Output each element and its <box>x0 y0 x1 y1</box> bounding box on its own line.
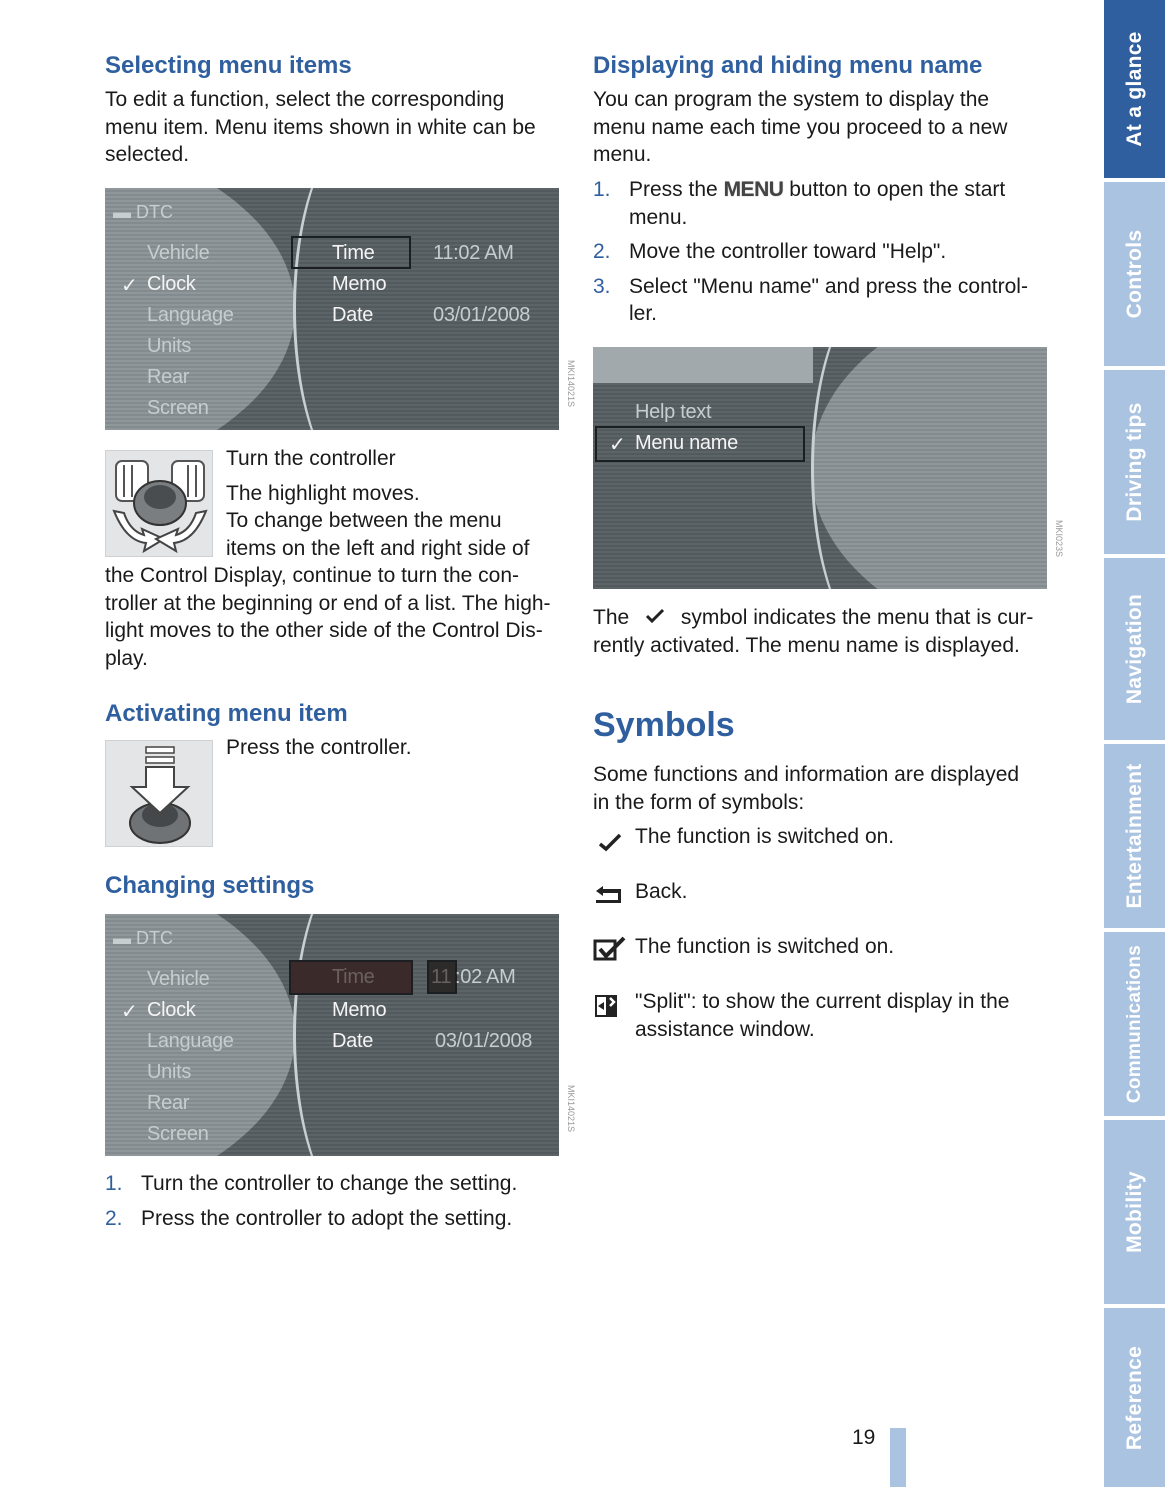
menu-item-units: Units <box>147 335 192 357</box>
menu-item-language: Language <box>147 1030 234 1052</box>
heading-symbols: Symbols <box>593 706 735 744</box>
text-line: To change between the menu <box>226 509 502 532</box>
menu-button-icon: MENU <box>723 178 784 201</box>
controller-press-image <box>105 740 213 847</box>
list-item <box>105 1205 565 1233</box>
list-item <box>593 176 1063 231</box>
menu-item-vehicle: Vehicle <box>147 242 210 264</box>
page-number-bar <box>890 1428 906 1487</box>
control-display-screenshot-help <box>593 347 1047 589</box>
tab-reference[interactable] <box>1104 1308 1165 1487</box>
tab-label: Driving tips <box>1122 402 1146 522</box>
text-line: The highlight moves. <box>226 481 420 505</box>
text-line: light moves to the other side of the Control Dis- <box>105 619 543 642</box>
heading-displaying-hiding-menu-name: Displaying and hiding menu name <box>593 52 983 79</box>
controller-press-icon <box>106 741 213 847</box>
heading-activating-menu-item: Activating menu item <box>105 700 348 727</box>
menu-item-language: Language <box>147 304 234 326</box>
text-line: in the form of symbols: <box>593 790 805 814</box>
menu-item-menu-name: Menu name <box>635 432 738 454</box>
list-text: Press the controller to adopt the setting. <box>141 1206 513 1230</box>
selecting-intro <box>105 86 565 169</box>
tab-navigation[interactable] <box>1104 558 1165 740</box>
list-number: 1. <box>593 178 611 201</box>
menu-item-vehicle: Vehicle <box>147 968 210 990</box>
symbol-note <box>593 604 1063 659</box>
text-line: You can program the system to display the <box>593 88 990 111</box>
menu-item-screen: Screen <box>147 397 209 419</box>
menu-item-date: Date <box>332 304 374 326</box>
text-line: troller at the beginning or end of a list. The high- <box>105 591 551 615</box>
list-item <box>105 1170 565 1198</box>
text-line: menu name each time you proceed to a new <box>593 115 1008 139</box>
tab-communications[interactable] <box>1104 932 1165 1116</box>
controller-turn-image <box>105 450 213 557</box>
tab-controls[interactable] <box>1104 182 1165 366</box>
symbol-description: Back. <box>635 880 688 903</box>
text-line: The symbol indicates the menu that is cur- <box>593 606 1034 629</box>
tab-label: At a glance <box>1122 31 1146 147</box>
tab-label: Reference <box>1122 1345 1146 1450</box>
check-mark: ✓ <box>121 1001 138 1023</box>
chapter-tabs <box>1104 0 1165 1487</box>
heading-selecting-menu-items: Selecting menu items <box>105 52 352 79</box>
date-value: 03/01/2008 <box>435 1030 533 1052</box>
back-icon <box>593 884 625 908</box>
page-number: 19 <box>852 1426 876 1449</box>
tab-label: Controls <box>1122 229 1146 319</box>
turn-text <box>226 445 566 562</box>
menu-item-units: Units <box>147 1061 192 1083</box>
text-line: play. <box>105 646 148 670</box>
list-item <box>593 238 1063 266</box>
tab-entertainment[interactable] <box>1104 744 1165 928</box>
menu-item-rear: Rear <box>147 366 190 388</box>
changing-steps <box>105 1170 565 1239</box>
text-line: Some functions and information are displayed <box>593 763 1020 786</box>
menu-item-clock: Clock <box>147 999 196 1021</box>
list-text: Press the <box>629 178 718 201</box>
list-text: ler. <box>629 302 658 325</box>
tab-driving-tips[interactable] <box>1104 370 1165 554</box>
text-line: the Control Display, continue to turn the con- <box>105 564 520 587</box>
menu-item-rear: Rear <box>147 1092 190 1114</box>
image-code: MKI14021S <box>566 1085 576 1133</box>
list-item <box>593 273 1063 328</box>
text-line: To edit a function, select the corresponding <box>105 88 505 111</box>
displaying-intro <box>593 86 1053 169</box>
checkbox-checked-icon <box>593 936 627 962</box>
check-mark: ✓ <box>609 434 626 456</box>
time-value: 11:02 AM <box>433 242 514 264</box>
time-value-rest: :02 AM <box>455 966 516 988</box>
symbols-intro <box>593 761 1063 816</box>
time-value-hour: 11 <box>431 966 452 988</box>
text-line: rently activated. The menu name is displayed. <box>593 633 1020 657</box>
list-text: button to open the start <box>789 178 1006 201</box>
text-line: menu. <box>593 143 652 166</box>
list-number: 3. <box>593 274 611 298</box>
menu-item-time: Time <box>332 242 375 264</box>
symbol-description: The function is switched on. <box>635 935 895 958</box>
menu-item-screen: Screen <box>147 1123 209 1145</box>
list-text: menu. <box>629 205 688 229</box>
check-mark: ✓ <box>121 275 138 297</box>
text-line: Turn the controller <box>226 447 396 470</box>
display-header: ▬ DTC <box>113 928 174 948</box>
list-text: Select "Menu name" and press the control- <box>629 274 1028 298</box>
tab-at-a-glance[interactable] <box>1104 0 1165 178</box>
tab-label: Mobility <box>1122 1171 1146 1253</box>
tab-label: Communications <box>1123 944 1145 1104</box>
menu-item-memo: Memo <box>332 273 387 295</box>
control-display-screenshot-clock <box>105 188 559 430</box>
split-icon <box>594 994 620 1020</box>
display-top-bar <box>593 347 813 383</box>
list-text: Move the controller toward "Help". <box>629 240 947 263</box>
menu-item-clock: Clock <box>147 273 196 295</box>
date-value: 03/01/2008 <box>433 304 531 326</box>
symbol-description: The function is switched on. <box>635 825 895 848</box>
image-code: MKI14021S <box>566 360 576 408</box>
image-code: MKI023S <box>1054 520 1064 558</box>
display-header: ▬ DTC <box>113 202 174 222</box>
displaying-steps <box>593 176 1063 335</box>
display-panel-edge <box>811 347 951 589</box>
text-line: items on the left and right side of <box>226 536 530 560</box>
text-line: assistance window. <box>635 1017 815 1041</box>
controller-turn-icon <box>106 451 213 557</box>
list-number: 1. <box>105 1172 123 1195</box>
text-line: "Split": to show the current display in the <box>635 990 1010 1013</box>
tab-label: Navigation <box>1122 593 1146 705</box>
menu-item-memo: Memo <box>332 999 387 1021</box>
turn-text-continued <box>105 562 565 672</box>
tab-mobility[interactable] <box>1104 1120 1165 1304</box>
control-display-screenshot-change <box>105 914 559 1156</box>
list-text: Turn the controller to change the setting. <box>141 1172 518 1195</box>
activating-text: Press the controller. <box>226 736 412 759</box>
tab-label: Entertainment <box>1122 763 1146 909</box>
text-line: selected. <box>105 143 190 166</box>
heading-changing-settings: Changing settings <box>105 872 315 899</box>
symbol-description <box>635 988 1065 1043</box>
menu-item-time: Time <box>332 966 375 988</box>
list-number: 2. <box>105 1206 123 1230</box>
menu-item-date: Date <box>332 1030 374 1052</box>
check-icon <box>594 830 626 854</box>
check-icon <box>635 606 675 626</box>
menu-item-help-text: Help text <box>635 401 712 423</box>
list-number: 2. <box>593 240 611 263</box>
text-line: menu item. Menu items shown in white can be <box>105 115 536 139</box>
